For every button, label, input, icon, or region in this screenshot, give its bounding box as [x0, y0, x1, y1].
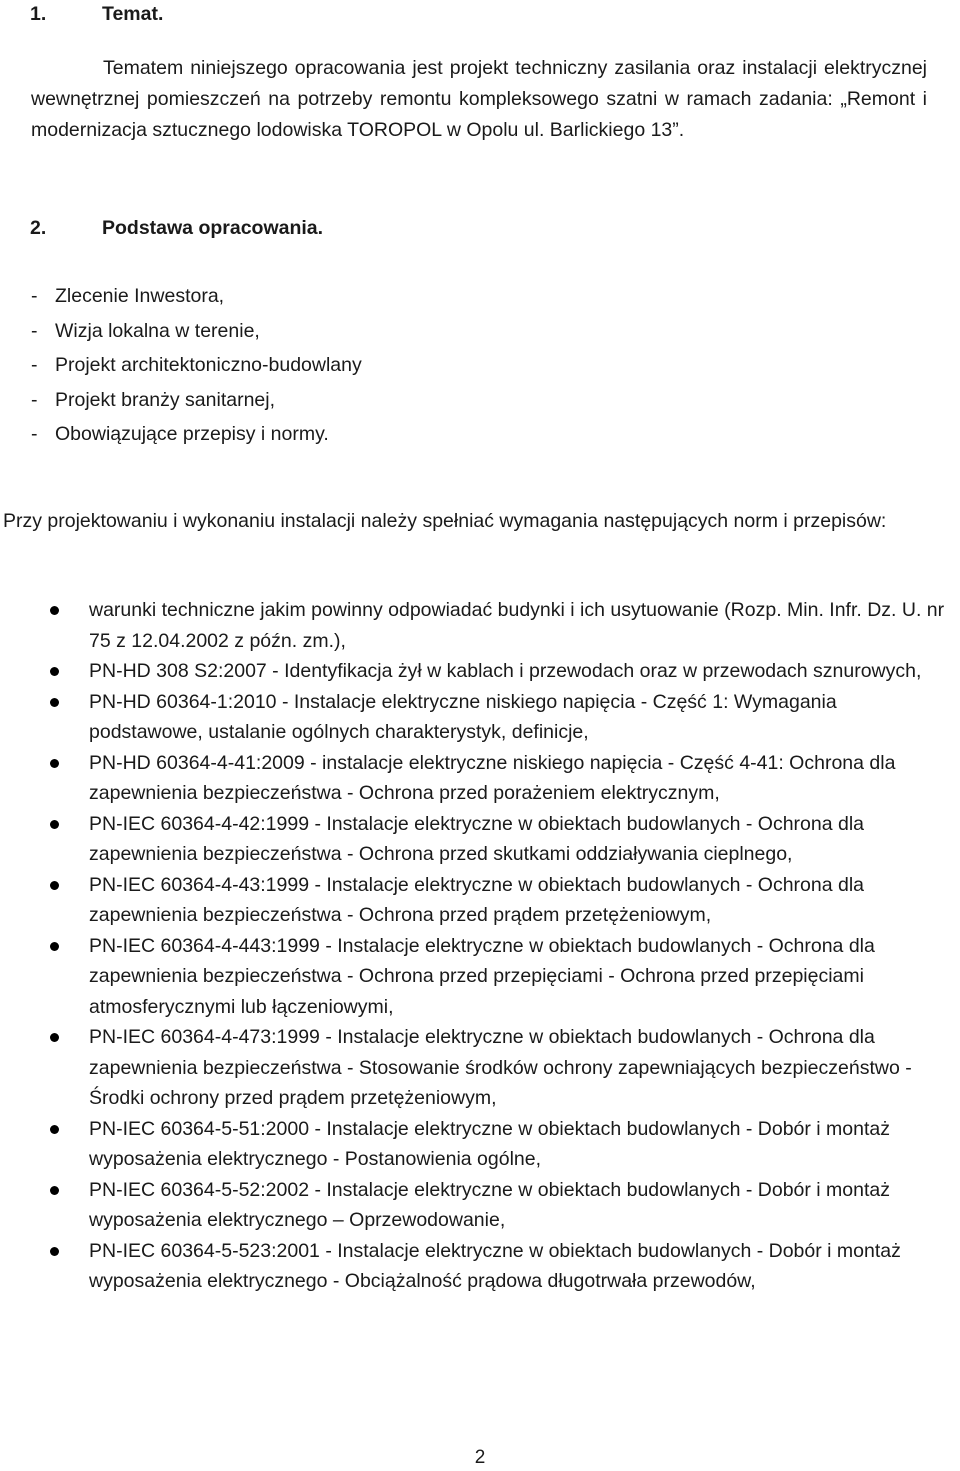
norm-list-item: [0, 1175, 960, 1236]
bullet-icon: [50, 698, 59, 707]
basis-item-text: Obowiązujące przepisy i normy.: [55, 423, 329, 445]
norm-list-item: [0, 656, 960, 687]
section-1-number: 1.: [30, 3, 47, 25]
bullet-icon: [50, 1247, 59, 1256]
bullet-icon: [50, 1033, 59, 1042]
norm-text: PN-IEC 60364-4-42:1999 - Instalacje elektryczne w obiektach budowlanych - Ochrona dla zapewnienia bezpieczeństwa - Ochrona przed skutkami oddziaływania cieplnego,: [89, 812, 865, 865]
section-2-heading: [30, 216, 323, 240]
norm-list-item: [0, 931, 960, 1023]
norm-text: PN-HD 60364-1:2010 - Instalacje elektryczne niskiego napięcia - Część 1: Wymagania podstawowe, ustalanie ogólnych charakterystyk, definicje,: [89, 690, 837, 743]
section-1-paragraph-block: [31, 53, 927, 146]
section-2-title: Podstawa opracowania.: [102, 217, 324, 239]
section-1-paragraph: Tematem niniejszego opracowania jest projekt techniczny zasilania oraz instalacji elektrycznej wewnętrznej pomieszczeń na potrzeby remontu kompleksowego szatni w ramach zadania: „Remont i modernizacja sztucznego lodowiska TOROPOL w Opolu ul. Barlickiego 13”.: [31, 57, 927, 141]
bullet-icon: [50, 759, 59, 768]
bullet-icon: [50, 820, 59, 829]
section-2-number: 2.: [30, 217, 47, 239]
bullet-icon: [50, 606, 59, 615]
norm-text: PN-IEC 60364-5-52:2002 - Instalacje elektryczne w obiektach budowlanych - Dobór i montaż wyposażenia elektrycznego – Oprzewodowanie,: [89, 1178, 890, 1231]
norm-text: PN-HD 60364-4-41:2009 - instalacje elektryczne niskiego napięcia - Część 4-41: Ochrona dla zapewnienia bezpieczeństwa - Ochrona przed porażeniem elektrycznym,: [89, 751, 896, 804]
basis-list: [31, 279, 731, 452]
norm-list-item: [0, 1022, 960, 1114]
basis-item-text: Projekt architektoniczno-budowlany: [55, 354, 362, 376]
norm-text: warunki techniczne jakim powinny odpowiadać budynki i ich usytuowanie (Rozp. Min. Infr. Dz. U. nr 75 z 12.04.2002 z późn. zm.),: [89, 599, 945, 652]
dash-marker: -: [31, 354, 38, 376]
dash-marker: -: [31, 319, 38, 342]
basis-list-item: [31, 383, 731, 418]
basis-list-item: [31, 417, 731, 452]
bullet-icon: [50, 1186, 59, 1195]
norms-intro-paragraph: Przy projektowaniu i wykonaniu instalacji należy spełniać wymagania następujących norm i przepisów:: [3, 510, 887, 532]
norm-list-item: [0, 687, 960, 748]
basis-item-text: Wizja lokalna w terenie,: [55, 319, 260, 342]
norm-list-item: [0, 809, 960, 870]
norm-text: PN-IEC 60364-4-473:1999 - Instalacje elektryczne w obiektach budowlanych - Ochrona dla zapewnienia bezpieczeństwa - Stosowanie środków ochrony zapewniających bezpieczeństwo - Środki ochrony przed prądem przetężeniowym,: [89, 1026, 912, 1109]
dash-marker: -: [31, 285, 38, 307]
page-number: 2: [474, 1447, 486, 1468]
section-1-title: Temat.: [102, 3, 164, 25]
norm-text: PN-IEC 60364-5-523:2001 - Instalacje elektryczne w obiektach budowlanych - Dobór i montaż wyposażenia elektrycznego - Obciążalność prądowa długotrwała przewodów,: [89, 1239, 901, 1292]
norm-list-item: [0, 1236, 960, 1297]
basis-item-text: Projekt branży sanitarnej,: [55, 388, 276, 411]
dash-marker: -: [31, 388, 38, 411]
norm-list-item: [0, 1114, 960, 1175]
bullet-icon: [50, 667, 59, 676]
norms-list: [0, 595, 960, 1297]
norm-text: PN-IEC 60364-4-43:1999 - Instalacje elektryczne w obiektach budowlanych - Ochrona dla zapewnienia bezpieczeństwa - Ochrona przed prądem przetężeniowym,: [89, 873, 865, 926]
basis-list-item: [31, 348, 731, 383]
basis-list-item: [31, 314, 731, 349]
norm-list-item: [0, 748, 960, 809]
basis-list-item: [31, 279, 731, 314]
norm-list-item: [0, 595, 960, 656]
norm-text: PN-IEC 60364-5-51:2000 - Instalacje elektryczne w obiektach budowlanych - Dobór i montaż wyposażenia elektrycznego - Postanowienia ogólne,: [89, 1117, 890, 1170]
dash-marker: -: [31, 423, 38, 445]
bullet-icon: [50, 1125, 59, 1134]
section-1-heading: [30, 2, 163, 26]
bullet-icon: [50, 881, 59, 890]
basis-item-text: Zlecenie Inwestora,: [55, 285, 225, 307]
norm-list-item: [0, 870, 960, 931]
norm-text: PN-IEC 60364-4-443:1999 - Instalacje elektryczne w obiektach budowlanych - Ochrona dla zapewnienia bezpieczeństwa - Ochrona przed przepięciami - Ochrona przed przepięciami atmosferycznymi lub łączeniowymi,: [89, 934, 875, 1018]
bullet-icon: [50, 942, 59, 951]
norm-text: PN-HD 308 S2:2007 - Identyfikacja żył w kablach i przewodach oraz w przewodach sznurowych,: [89, 660, 922, 682]
